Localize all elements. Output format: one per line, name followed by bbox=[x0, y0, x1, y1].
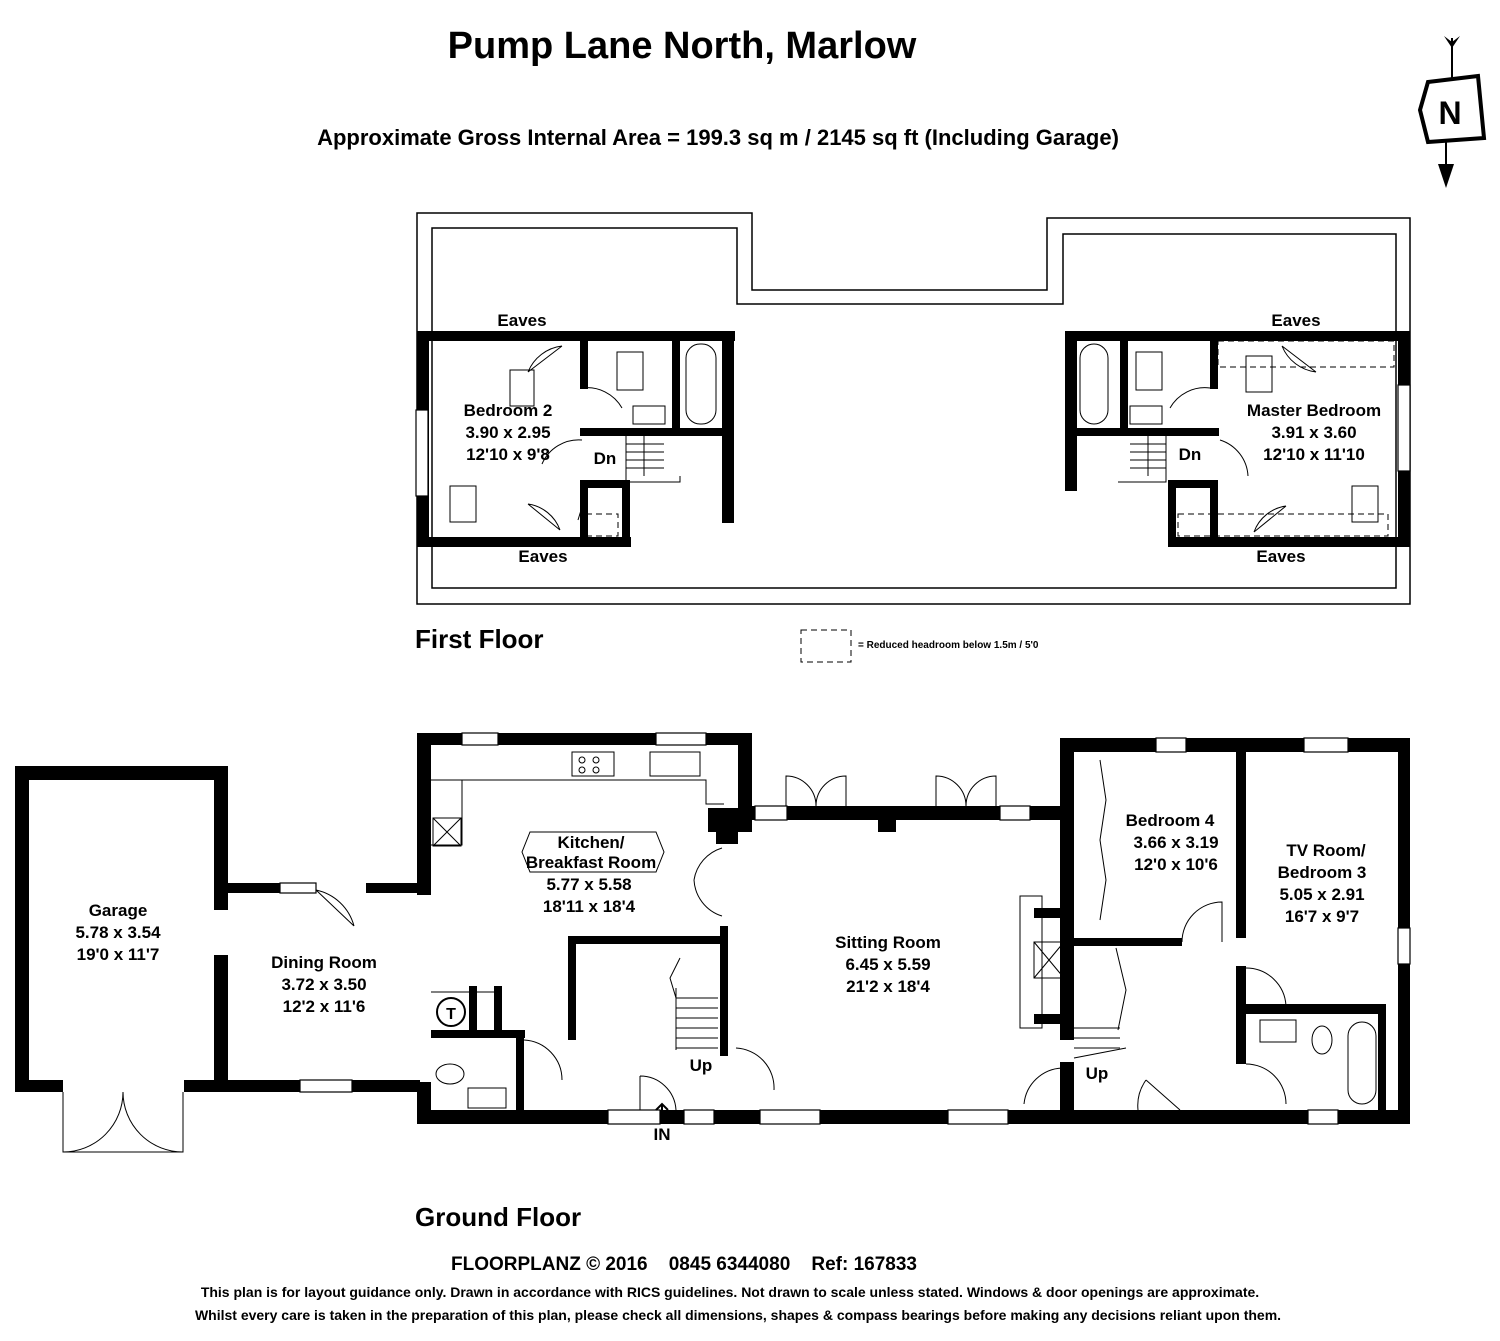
room-metric: 3.72 x 3.50 bbox=[281, 975, 367, 994]
eaves-label: Eaves bbox=[1271, 311, 1321, 330]
stairs-down-label: Dn bbox=[593, 449, 617, 468]
room-imperial: 12'0 x 10'6 bbox=[1134, 855, 1218, 874]
room-metric: 3.91 x 3.60 bbox=[1271, 423, 1357, 442]
gross-area: Approximate Gross Internal Area = 199.3 sq m / 2145 sq ft (Including Garage) bbox=[317, 125, 1119, 150]
room-metric: 5.78 x 3.54 bbox=[75, 923, 161, 942]
room-bedroom-4 bbox=[1126, 811, 1219, 874]
room-bedroom-2 bbox=[464, 401, 553, 464]
room-metric: 6.45 x 5.59 bbox=[845, 955, 931, 974]
room-master-bedroom bbox=[1247, 401, 1381, 464]
room-metric: 5.77 x 5.58 bbox=[546, 875, 632, 894]
headroom-legend-text: = Reduced headroom below 1.5m / 5'0 bbox=[858, 640, 1039, 651]
ground-floor-plan bbox=[15, 733, 1410, 1232]
stairs-down-label: Dn bbox=[1178, 445, 1202, 464]
footer-credit: FLOORPLANZ © 2016 0845 6344080 Ref: 167833 bbox=[450, 1254, 918, 1275]
tank-label: T bbox=[446, 1006, 456, 1023]
room-name: Garage bbox=[88, 901, 148, 920]
stairs-up-label: Up bbox=[689, 1056, 713, 1075]
room-sitting-room bbox=[835, 933, 941, 996]
room-imperial: 12'10 x 9'8 bbox=[466, 445, 550, 464]
room-name-line1: Kitchen/ bbox=[557, 833, 625, 852]
room-dining-room bbox=[271, 953, 377, 1016]
footer-disclaimer-2: Whilst every care is taken in the preparation of this plan, please check all dimensions, shapes & compass bearings before making any decisions reliant upon them. bbox=[194, 1307, 1282, 1323]
eaves-label: Eaves bbox=[497, 311, 547, 330]
room-imperial: 16'7 x 9'7 bbox=[1284, 907, 1360, 926]
room-name-line2: Bedroom 3 bbox=[1277, 863, 1367, 882]
room-kitchen-breakfast bbox=[522, 832, 664, 916]
room-imperial: 18'11 x 18'4 bbox=[542, 897, 636, 916]
room-name: Bedroom 4 bbox=[1125, 811, 1215, 830]
room-tv-room-bedroom-3 bbox=[1278, 841, 1367, 926]
compass-label: N bbox=[1438, 95, 1462, 131]
ground-floor-label: Ground Floor bbox=[415, 1202, 582, 1232]
entrance-label: IN bbox=[653, 1125, 671, 1144]
room-metric: 5.05 x 2.91 bbox=[1279, 885, 1365, 904]
headroom-legend-swatch bbox=[801, 630, 851, 662]
room-name: Dining Room bbox=[271, 953, 377, 972]
first-floor-label: First Floor bbox=[415, 624, 544, 654]
room-imperial: 12'10 x 11'10 bbox=[1263, 445, 1365, 464]
room-imperial: 21'2 x 18'4 bbox=[846, 977, 930, 996]
room-imperial: 19'0 x 11'7 bbox=[76, 945, 160, 964]
stairs-up-label: Up bbox=[1085, 1064, 1109, 1083]
room-name: Bedroom 2 bbox=[463, 401, 553, 420]
room-metric: 3.66 x 3.19 bbox=[1133, 833, 1219, 852]
room-name: Sitting Room bbox=[835, 933, 941, 952]
room-garage bbox=[75, 901, 161, 964]
room-imperial: 12'2 x 11'6 bbox=[282, 997, 366, 1016]
room-name-line1: TV Room/ bbox=[1286, 841, 1366, 860]
eaves-label: Eaves bbox=[518, 547, 568, 566]
room-name: Master Bedroom bbox=[1246, 401, 1382, 420]
room-name-line2: Breakfast Room bbox=[525, 853, 657, 872]
compass-icon bbox=[1420, 36, 1484, 188]
plan-title: Pump Lane North, Marlow bbox=[447, 25, 917, 67]
footer-disclaimer-1: This plan is for layout guidance only. Drawn in accordance with RICS guidelines. Not drawn to scale unless stated. Windows & door openings are approximate. bbox=[200, 1284, 1260, 1300]
room-metric: 3.90 x 2.95 bbox=[465, 423, 551, 442]
eaves-label: Eaves bbox=[1256, 547, 1306, 566]
first-floor-plan bbox=[415, 213, 1410, 662]
